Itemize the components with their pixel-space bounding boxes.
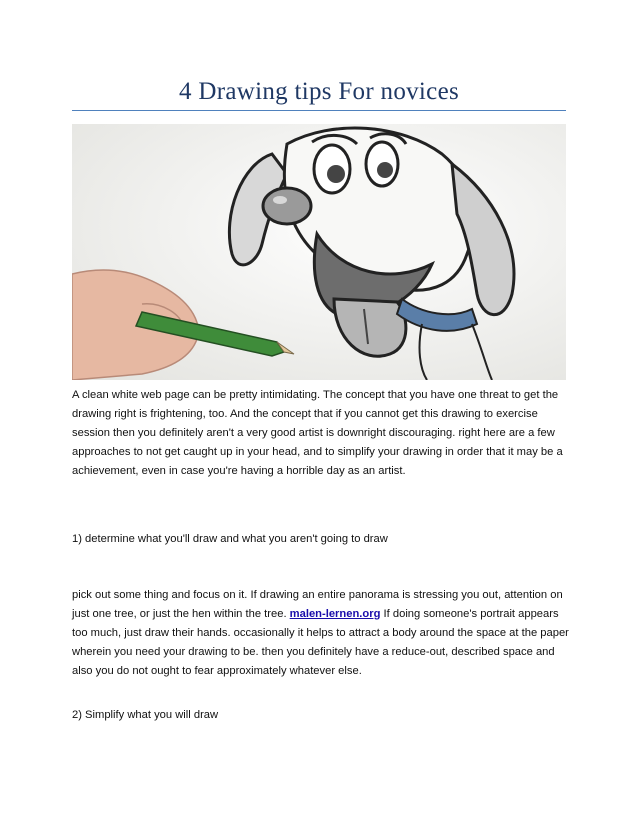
tip1-text-start: pick out some thing and focus on it. If drawing an entire panorama is stressing you out, attention on just one tree, or just the hen within the tree.: [72, 589, 563, 620]
tip1-paragraph: [72, 586, 572, 681]
tip1-heading: 1) determine what you'll draw and what you aren't going to draw: [72, 533, 388, 545]
tip1-text-end: If doing someone's portrait appears too much, just draw their hands. occasionally it helps to attract a body around the space at the paper wherein you need your drawing to be. then you definitely have a reduce-out, described space and also you do not ought to fear approximately whatever else.: [72, 608, 569, 677]
title-underline: [72, 110, 566, 111]
intro-paragraph: A clean white web page can be pretty intimidating. The concept that you have one threat to get the drawing right is frightening, too. And the concept that if you cannot get this drawing to exercise session then you definitely aren't a very good artist is downright discouraging. right here are a few approaches to not get caught up in your head, and to simplify your drawing in order that it may be a achievement, even in case you're having a horrible day as an artist.: [72, 389, 563, 477]
tip2-heading: 2) Simplify what you will draw: [72, 709, 219, 721]
malen-lernen-link[interactable]: malen-lernen.org: [289, 608, 381, 620]
page-title: 4 Drawing tips For novices: [179, 78, 459, 105]
dog-sketch-image: [72, 124, 566, 380]
